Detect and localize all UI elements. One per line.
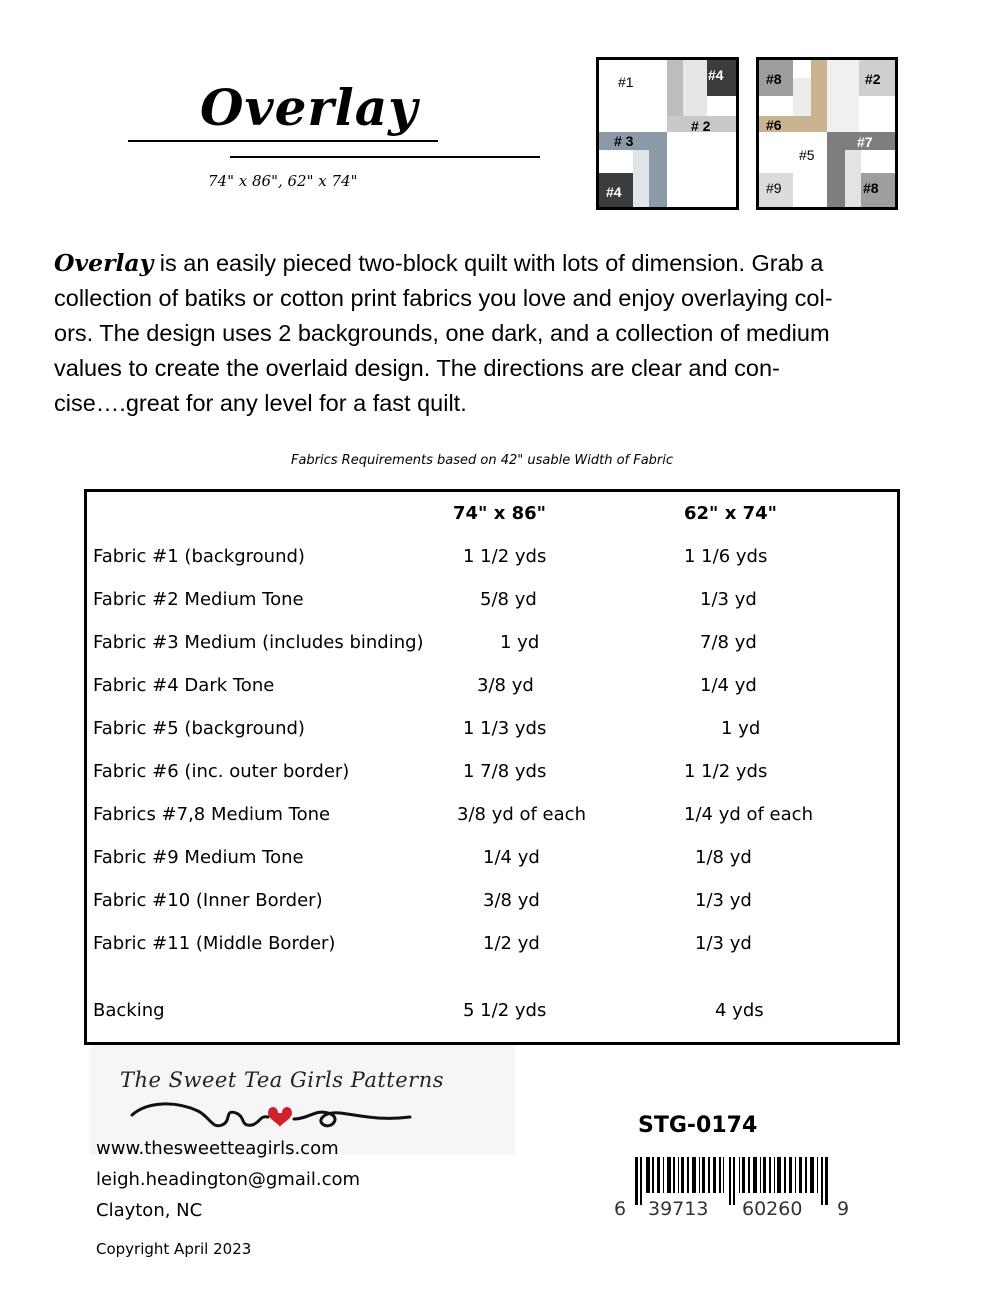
fabric-row-small: 1 1/2 yds bbox=[684, 761, 768, 782]
block1-label-1: #1 bbox=[618, 74, 634, 90]
description-lead-title: Overlay bbox=[54, 249, 154, 277]
fabric-row-small: 1/8 yd bbox=[695, 847, 752, 868]
pattern-code: STG-0174 bbox=[638, 1113, 758, 1138]
fabric-row-small: 1 1/6 yds bbox=[684, 546, 768, 567]
fabric-row-label: Fabric #2 Medium Tone bbox=[93, 589, 304, 610]
block1-label-4-top: #4 bbox=[708, 67, 724, 83]
fabric-row-label: Backing bbox=[93, 1000, 165, 1021]
website-link[interactable]: www.thesweetteagirls.com bbox=[96, 1138, 339, 1159]
fabric-row-label: Fabric #5 (background) bbox=[93, 718, 305, 739]
copyright-text: Copyright April 2023 bbox=[96, 1240, 252, 1258]
fabric-row-large: 3/8 yd bbox=[483, 890, 540, 911]
block2-label-7: #7 bbox=[857, 134, 873, 150]
block2-label-9: #9 bbox=[766, 180, 782, 196]
fabric-row-large: 1/4 yd bbox=[483, 847, 540, 868]
fabric-row-label: Fabrics #7,8 Medium Tone bbox=[93, 804, 331, 825]
block1-label-4-bottom: #4 bbox=[606, 184, 622, 200]
description-line-1: Overlay is an easily pieced two-block quilt with lots of dimension. Grab a bbox=[54, 249, 824, 277]
fabric-row-large: 3/8 yd bbox=[477, 675, 534, 696]
block1-light-vstrip bbox=[633, 150, 649, 207]
location-text: Clayton, NC bbox=[96, 1200, 203, 1221]
block2-gray-vstrip bbox=[827, 132, 845, 207]
block2-light-strip-b bbox=[827, 60, 859, 132]
fabric-row-label: Fabric #6 (inc. outer border) bbox=[93, 761, 350, 782]
block2-label-2: #2 bbox=[865, 71, 881, 87]
quilt-block-2-diagram bbox=[756, 57, 898, 210]
fabric-row-label: Fabric #11 (Middle Border) bbox=[93, 933, 336, 954]
fabric-row-small: 1 yd bbox=[721, 718, 761, 739]
fabric-requirements-table bbox=[84, 489, 900, 1045]
email-link[interactable]: leigh.headington@gmail.com bbox=[96, 1169, 361, 1190]
fabric-row-large: 5/8 yd bbox=[480, 589, 537, 610]
fabric-row-label: Fabric #10 (Inner Border) bbox=[93, 890, 323, 911]
pattern-description bbox=[54, 246, 934, 421]
block2-light-strip-a bbox=[793, 78, 811, 116]
fabric-row-small: 1/3 yd bbox=[695, 933, 752, 954]
block2-label-8-top: #8 bbox=[766, 71, 782, 87]
fabric-row-small: 1/4 yd of each bbox=[684, 804, 813, 825]
description-line-3: ors. The design uses 2 backgrounds, one dark, and a collection of medium bbox=[54, 320, 830, 346]
column-header-large: 74" x 86" bbox=[453, 503, 546, 524]
column-header-small: 62" x 74" bbox=[684, 503, 777, 524]
fabric-row-large: 3/8 yd of each bbox=[457, 804, 586, 825]
barcode-digits-left: 39713 bbox=[648, 1198, 709, 1220]
description-line-5: cise….great for any level for a fast quilt. bbox=[54, 390, 467, 416]
barcode-digit-lead: 6 bbox=[614, 1198, 627, 1220]
block2-label-5: #5 bbox=[799, 147, 815, 163]
fabric-row-label: Fabric #4 Dark Tone bbox=[93, 675, 275, 696]
description-line-4: values to create the overlaid design. The directions are clear and con- bbox=[54, 355, 780, 381]
block2-light-strip-c bbox=[845, 150, 861, 207]
block1-light-strip bbox=[683, 60, 707, 117]
barcode-digit-check: 9 bbox=[837, 1198, 850, 1220]
brand-name: The Sweet Tea Girls Patterns bbox=[120, 1068, 445, 1092]
fabric-row-label: Fabric #1 (background) bbox=[93, 546, 305, 567]
pattern-title: Overlay bbox=[200, 78, 419, 137]
fabric-row-large: 1/2 yd bbox=[483, 933, 540, 954]
block1-label-3: # 3 bbox=[614, 133, 634, 149]
fabric-row-small: 4 yds bbox=[715, 1000, 764, 1021]
fabric-row-large: 1 1/3 yds bbox=[463, 718, 547, 739]
fabric-row-label: Fabric #9 Medium Tone bbox=[93, 847, 304, 868]
fabric-row-small: 7/8 yd bbox=[700, 632, 757, 653]
quilt-sizes: 74" x 86", 62" x 74" bbox=[208, 172, 358, 190]
fabric-row-small: 1/3 yd bbox=[700, 589, 757, 610]
fabric-row-large: 1 1/2 yds bbox=[463, 546, 547, 567]
fabric-row-large: 1 yd bbox=[500, 632, 540, 653]
fabric-requirements-caption: Fabrics Requirements based on 42" usable Width of Fabric bbox=[290, 453, 674, 468]
fabric-row-large: 1 7/8 yds bbox=[463, 761, 547, 782]
fabric-row-small: 1/4 yd bbox=[700, 675, 757, 696]
fabric-row-large: 5 1/2 yds bbox=[463, 1000, 547, 1021]
description-line-2: collection of batiks or cotton print fabrics you love and enjoy overlaying col- bbox=[54, 285, 833, 311]
swirl-heart-logo-icon bbox=[128, 1095, 418, 1135]
block2-label-6: #6 bbox=[766, 117, 782, 133]
barcode-digits-right: 60260 bbox=[742, 1198, 803, 1220]
block1-blue-vstrip bbox=[649, 132, 667, 207]
title-underline-top bbox=[128, 140, 438, 142]
fabric-row-small: 1/3 yd bbox=[695, 890, 752, 911]
block1-label-2: # 2 bbox=[691, 118, 711, 134]
block2-label-8-bottom: #8 bbox=[863, 180, 879, 196]
fabric-row-label: Fabric #3 Medium (includes binding) bbox=[93, 632, 424, 653]
quilt-block-1-diagram bbox=[596, 57, 739, 210]
title-underline-bottom bbox=[230, 156, 540, 158]
